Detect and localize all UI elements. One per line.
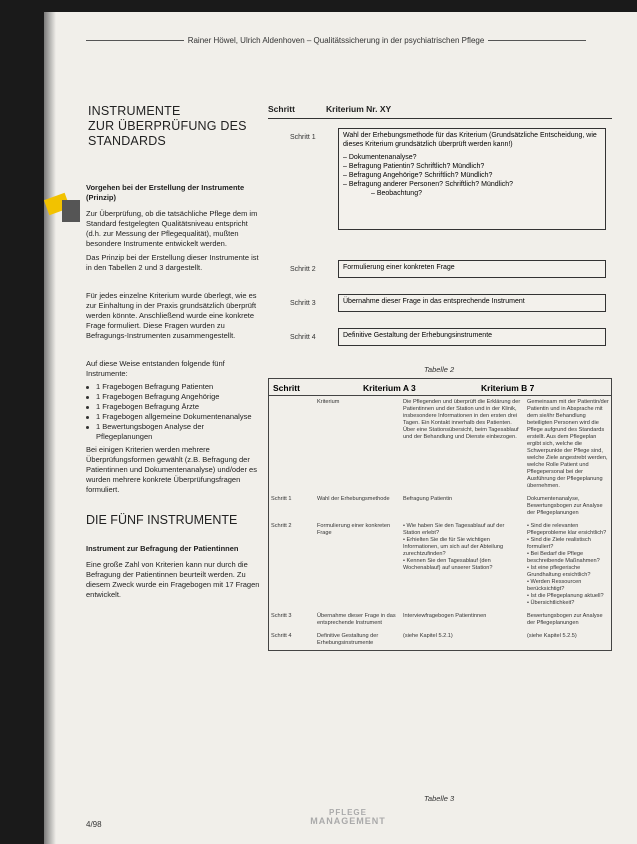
table-cell: Die Pflegenden und überprüft die Erklärung der Patientinnen und der Station und in der Klinik, insbesondere Informationen in den ersten drei Tagen. Ein Kontakt innerhalb des Patienten. Über eine Stationsübersicht, beim Tagesablauf und der Behandlung und Dienste einbezogen. <box>403 399 521 440</box>
paragraph-3: Für jedes einzelne Kriterium wurde überlegt, wie es zur Einhaltung in der Praxis grundsätzlich überprüft werden könnte. Anschließend wurde eine konkrete Frage formuliert. Diese Fragen wurden zu Befragungs-Instrumenten zusammengestellt. <box>86 291 257 340</box>
subheading-patientinnen: Instrument zur Befragung der Patientinnen <box>86 544 239 553</box>
table-cell: Schritt 4 <box>271 633 292 639</box>
section-tab <box>62 200 80 222</box>
running-header <box>86 36 586 45</box>
column-header-schritt: Schritt <box>268 104 295 114</box>
bullet-icon <box>86 396 89 399</box>
list-item: 1 Bewertungsbogen Analyse der Pflegeplanungen <box>86 422 260 442</box>
step-1-text: Wahl der Erhebungsmethode für das Kriterium (Grundsätzliche Entscheidung, wie dieses Kriterium grundsätzlich überprüft werden kann!) <box>343 132 597 148</box>
table-cell: • Wie haben Sie den Tagesablauf auf der Station erlebt? • Erhielten Sie die für Sie wichtigen Informationen, um sich auf der Abteilung zurechtzufinden? • Kennen Sie den Tagesablauf (den Wochenablauf) auf unserer Station? <box>403 523 505 571</box>
paragraph-5: Bei einigen Kriterien werden mehrere Überprüfungsformen gewählt (z.B. Befragung der Patientinnen und Dokumentenanalyse) und/oder es wurden mehrere konkrete Überprüfungsfragen formuliert. <box>86 445 257 494</box>
column-header: Kriterium B 7 <box>481 383 535 393</box>
list-item: 1 Fragebogen allgemeine Dokumentenanalyse <box>86 412 260 422</box>
table-cell: • Sind die relevanten Pflegeprobleme klar ersichtlich? • Sind die Ziele realistisch formuliert? • Bei Bedarf die Pflege beschreibende Maßnahmen? • Ist eine pflegerische Grundhaltung ersichtlich? • Werden Ressourcen berücksichtigt? • Ist die Pflegeplanung aktuell? • Übersichtlichkeit? <box>527 523 607 606</box>
table-row <box>269 610 611 630</box>
step-label-1: Schritt 1 <box>290 134 316 141</box>
paragraph-1: Zur Überprüfung, ob die tatsächliche Pflege dem im Standard festgelegten Qualitätsniveau entspricht (d.h. zur Messung der Pflegequalität), mußten besondere Instrumente entwickelt werden. <box>86 209 258 248</box>
paragraph-4: Auf diese Weise entstanden folgende fünf Instrumente: <box>86 359 225 378</box>
step-3-box: Übernahme dieser Frage in das entsprechende Instrument <box>338 294 606 312</box>
paragraph-6: Eine große Zahl von Kriterien kann nur durch die Befragung der Patientinnen beurteilt werden. Zu diesem Zweck wurde ein Fragebogen mit 17 Fragen entwickelt. <box>86 560 260 599</box>
list-item: 1 Fragebogen Befragung Ärzte <box>86 402 260 412</box>
table-cell <box>271 399 317 490</box>
table-cell: Schritt 3 <box>271 613 292 619</box>
table-3 <box>268 378 612 651</box>
header-rule-right <box>488 40 586 41</box>
table-2-caption: Tabelle 2 <box>424 365 455 374</box>
section-title-line-2: ZUR ÜBERPRÜFUNG DES <box>88 119 247 133</box>
table-cell: Gemeinsam mit der Patientin/der Patientin und in Absprache mit dem sie/ihr Behandlung beteiligten Personen wird die Pflege aufgrund des Standards erstellt. Aus dem Pflegeplan ergibt sich, welche die Schwerpunkte der Pflege sind, welche Ziele angestrebt werden, welche Rolle Patient und Pflegepersonal bei der Ausführung der Pflegeplanung übernehmen. <box>527 399 609 489</box>
column-header: Schritt <box>273 383 300 393</box>
step-label-3: Schritt 3 <box>290 300 316 307</box>
page-number: 4/98 <box>86 820 102 829</box>
table-cell: (siehe Kapitel 5.2.5) <box>527 633 577 639</box>
step-label-2: Schritt 2 <box>290 266 316 273</box>
step-label-4: Schritt 4 <box>290 334 316 341</box>
method-item: – Befragung Patientin? Schriftlich? Mündlich? <box>343 163 485 170</box>
header-rule-left <box>86 40 184 41</box>
table-cell: Befragung Patientin <box>403 496 453 502</box>
section-title-line-3: STANDARDS <box>88 134 166 148</box>
bullet-icon <box>86 386 89 389</box>
table-cell: Übernahme dieser Frage in das entsprechende Instrument <box>317 613 396 626</box>
journal-logo <box>306 808 390 826</box>
table-3-header <box>269 379 611 396</box>
bullet-icon <box>86 426 89 429</box>
divider <box>268 118 612 119</box>
step-1-box <box>338 128 606 230</box>
column-header-kriterium: Kriterium Nr. XY <box>326 104 392 114</box>
method-item: – Dokumentenanalyse? <box>343 154 417 161</box>
column-header: Kriterium A 3 <box>363 383 416 393</box>
table-cell: Bewertungsbogen zur Analyse der Pflegeplanungen <box>527 613 603 626</box>
table-cell: Schritt 2 <box>271 523 292 529</box>
table-row <box>269 396 611 493</box>
method-item: – Befragung Angehörige? Schriftlich? Mündlich? <box>343 172 493 179</box>
list-item: 1 Fragebogen Befragung Angehörige <box>86 392 260 402</box>
list-item: 1 Fragebogen Befragung Patienten <box>86 382 260 392</box>
table-cell: Schritt 1 <box>271 496 292 502</box>
logo-line-2: MANAGEMENT <box>310 816 386 826</box>
table-cell: Formulierung einer konkreten Frage <box>317 523 391 536</box>
table-row <box>269 493 611 520</box>
section-title-line-1: INSTRUMENTE <box>88 104 181 118</box>
table-cell: Interviewfragebogen Patientinnen <box>403 613 487 619</box>
bullet-icon <box>86 406 89 409</box>
method-item: – Beobachtung? <box>371 190 422 197</box>
table-2-header <box>268 104 612 119</box>
method-item: – Befragung anderer Personen? Schriftlich? Mündlich? <box>343 181 514 188</box>
subheading-prinzip: Vorgehen bei der Erstellung der Instrumente (Prinzip) <box>86 183 245 202</box>
logo-line-1: PFLEGE <box>328 808 367 817</box>
table-cell: Kriterium <box>317 399 340 405</box>
table-cell: Definitive Gestaltung der Erhebungsinstrumente <box>317 633 379 646</box>
table-row <box>269 630 611 650</box>
step-4-box: Definitive Gestaltung der Erhebungsinstrumente <box>338 328 606 346</box>
section-title-instrumente: DIE FÜNF INSTRUMENTE <box>86 513 238 527</box>
table-cell: Wahl der Erhebungsmethode <box>317 496 390 502</box>
table-3-caption: Tabelle 3 <box>424 794 455 803</box>
page-gutter-shadow <box>44 12 56 844</box>
step-2-box: Formulierung einer konkreten Frage <box>338 260 606 278</box>
table-cell: (siehe Kapitel 5.2.1) <box>403 633 453 639</box>
bullet-icon <box>86 416 89 419</box>
left-column <box>86 104 260 600</box>
table-cell: Dokumentenanalyse, Bewertungsbogen zur Analyse der Pflegeplanungen <box>527 496 603 516</box>
paragraph-2: Das Prinzip bei der Erstellung dieser Instrumente ist in den Tabellen 2 und 3 dargestellt. <box>86 253 259 272</box>
running-title: Rainer Höwel, Ulrich Aldenhoven – Qualitätssicherung in der psychiatrischen Pflege <box>187 36 485 45</box>
table-row <box>269 520 611 610</box>
